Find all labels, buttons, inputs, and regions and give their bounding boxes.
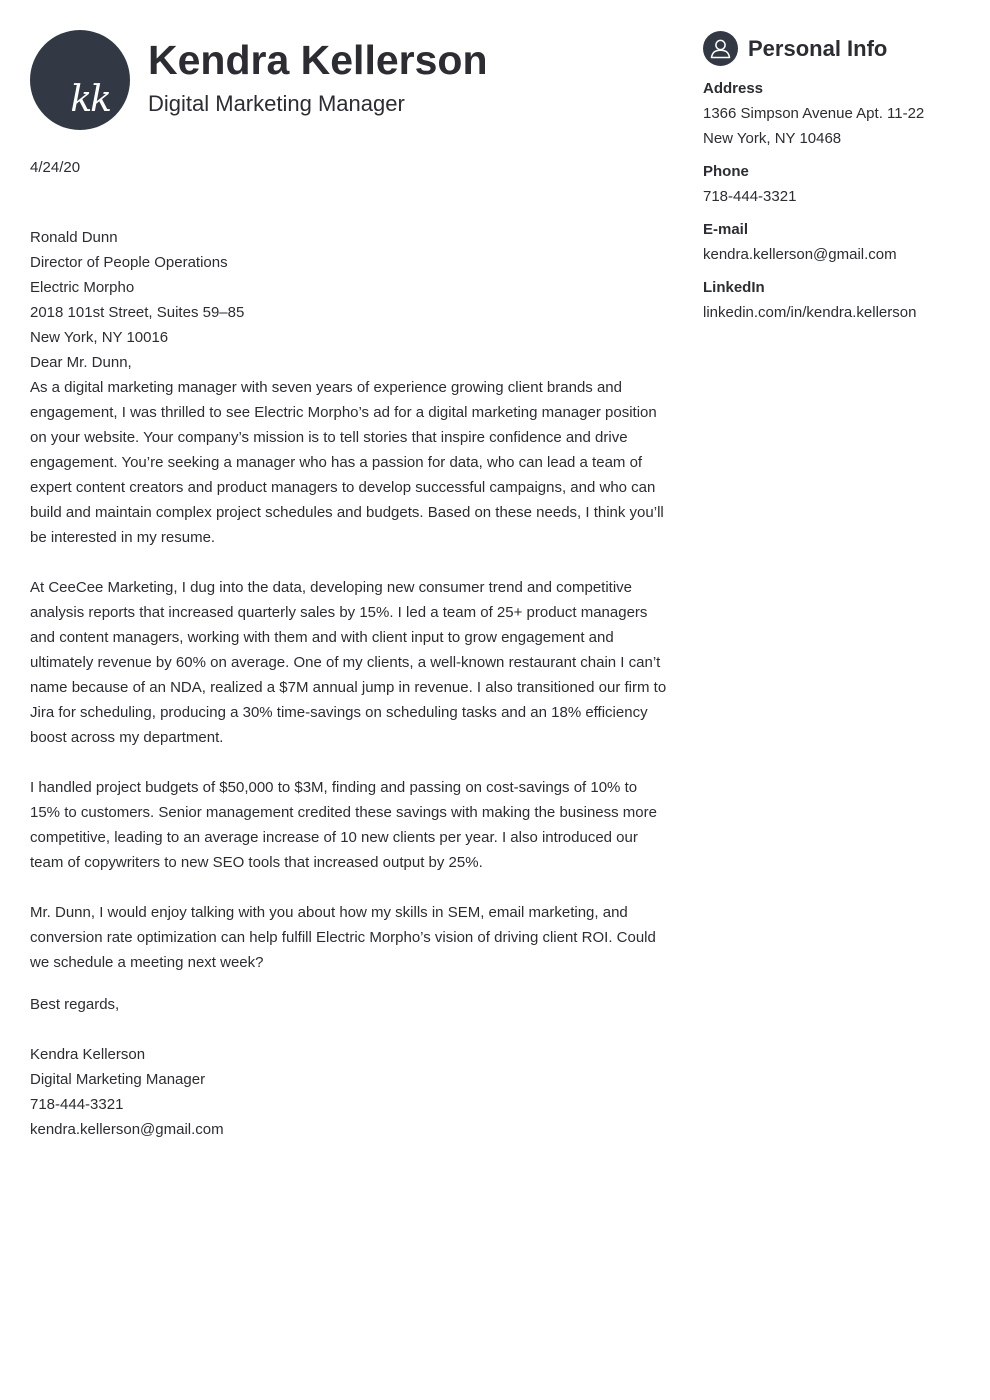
- personal-info-sidebar: [703, 31, 973, 325]
- recipient-street: 2018 101st Street, Suites 59–85: [30, 304, 245, 321]
- phone-value: 718-444-3321: [703, 188, 797, 205]
- paragraph-call-to-action: Mr. Dunn, I would enjoy talking with you about how my skills in SEM, email marketing, and conversion rate optimization can help fulfill Electric Morpho’s vision of driving client ROI. Could we schedule a meeting next week?: [30, 904, 656, 971]
- letter-body: [30, 155, 670, 1142]
- paragraph-budgets: I handled project budgets of $50,000 to $3M, finding and passing on cost-savings of 10% to 15% to customers. Senior management credited these savings with making the business more competitive, leading to an average increase of 10 new clients per year. I also introduced our team of copywriters to new SEO tools that increased output by 25%.: [30, 779, 657, 871]
- phone-label: Phone: [703, 163, 749, 180]
- avatar: [30, 30, 130, 130]
- signature-title: Digital Marketing Manager: [30, 1071, 206, 1088]
- recipient-name: Ronald Dunn: [30, 229, 118, 246]
- signature-block: [30, 1042, 670, 1142]
- address-line-2: New York, NY 10468: [703, 130, 842, 147]
- recipient-block: [30, 225, 670, 350]
- applicant-name: Kendra Kellerson: [148, 37, 488, 83]
- linkedin-value: linkedin.com/in/kendra.kellerson: [703, 304, 917, 321]
- recipient-company: Electric Morpho: [30, 279, 135, 296]
- address-label: Address: [703, 80, 764, 97]
- recipient-title: Director of People Operations: [30, 254, 228, 271]
- closing: Best regards,: [30, 996, 120, 1013]
- linkedin-label: LinkedIn: [703, 279, 765, 296]
- email-value: kendra.kellerson@gmail.com: [703, 246, 897, 263]
- paragraph-experience: At CeeCee Marketing, I dug into the data, developing new consumer trend and competitive analysis reports that increased quarterly sales by 15%. I led a team of 25+ product managers and content managers, working with them and with client input to grow engagement and ultimately revenue by 60% on average. One of my clients, a well-known restaurant chain I can’t name because of an NDA, realized a $7M annual jump in revenue. I also transitioned our firm to Jira for scheduling, producing a 30% time-savings on scheduling tasks and an 18% efficiency boost across my department.: [30, 579, 667, 746]
- email-label: E-mail: [703, 221, 749, 238]
- address-line-1: 1366 Simpson Avenue Apt. 11-22: [703, 105, 925, 122]
- applicant-job-title: Digital Marketing Manager: [148, 91, 405, 116]
- signature-email: kendra.kellerson@gmail.com: [30, 1121, 224, 1138]
- signature-name: Kendra Kellerson: [30, 1046, 146, 1063]
- paragraph-intro: As a digital marketing manager with seven years of experience growing client brands and engagement, I was thrilled to see Electric Morpho’s ad for a digital marketing manager position on your website. Your company’s mission is to tell stories that inspire confidence and drive engagement. You’re seeking a manager who has a passion for data, who can lead a team of expert content creators and product managers to develop successful campaigns, and who can build and maintain complex project schedules and budgets. Based on these needs, I think you’ll be interested in my resume.: [30, 379, 664, 546]
- letter-date: 4/24/20: [30, 159, 81, 176]
- personal-info-header: [703, 31, 973, 66]
- salutation: Dear Mr. Dunn,: [30, 354, 132, 371]
- person-icon: [703, 31, 738, 66]
- avatar-initials: kk: [70, 79, 110, 120]
- personal-info-title: Personal Info: [748, 35, 888, 61]
- recipient-city: New York, NY 10016: [30, 329, 169, 346]
- signature-phone: 718-444-3321: [30, 1096, 124, 1113]
